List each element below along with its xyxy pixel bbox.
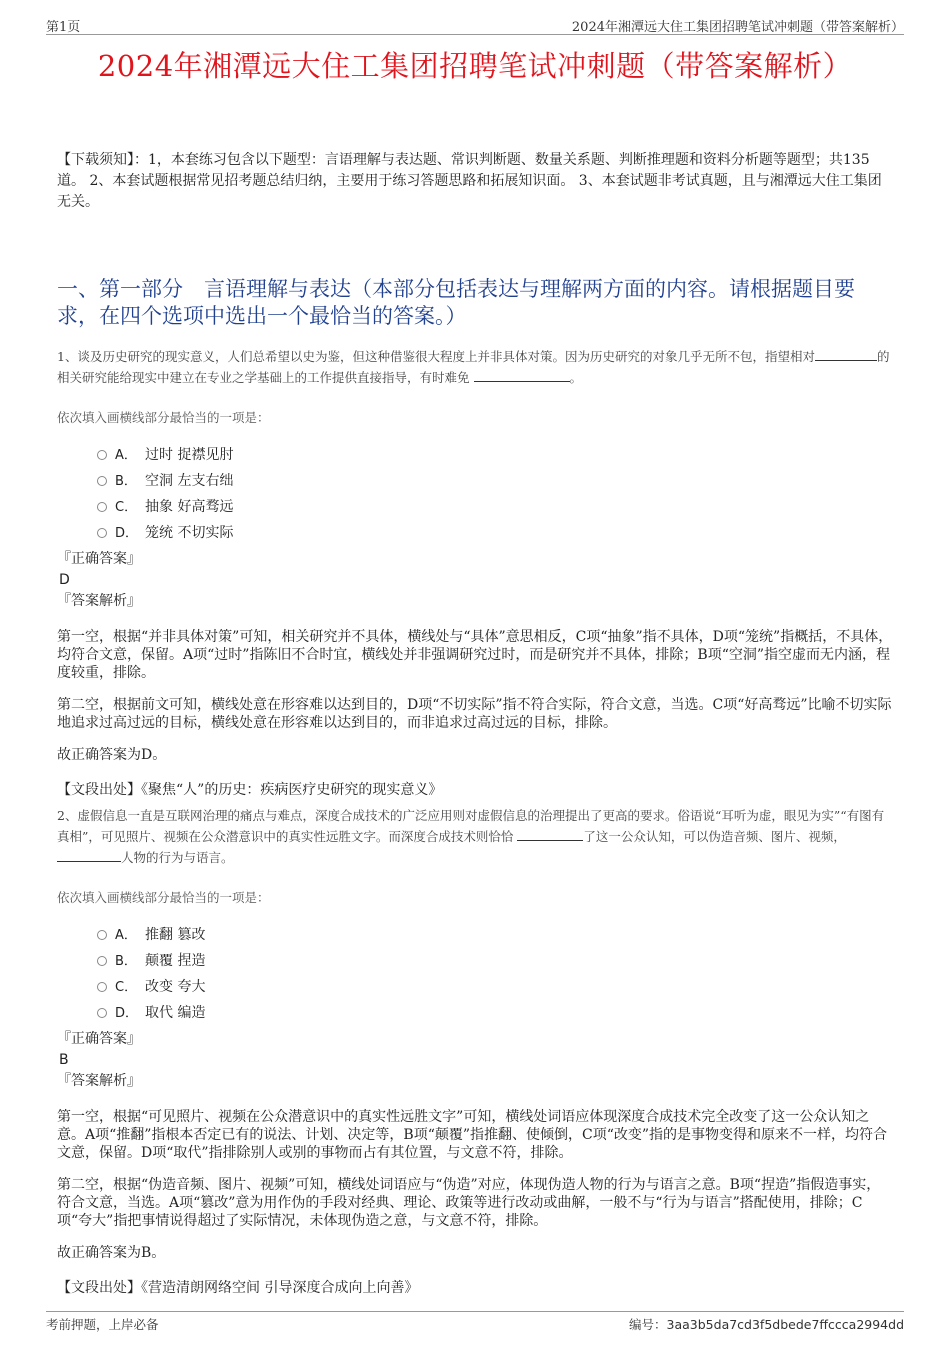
question-1-options: [97, 444, 894, 548]
question-2-options: [97, 924, 894, 1028]
text-source: 【文段出处】《营造清朗网络空间 引导深度合成向上向善》: [57, 1280, 419, 1296]
analysis-paragraph: 第一空，根据“并非具体对策”可知，相关研究并不具体，横线处与“具体”意思相反，C项“抽象”指不具体，D项“笼统”指概括，不具体，均符合文意，保留。A项“过时”指陈旧不合时宜，横线处并非强调研究过时，而是研究并不具体，排除；B项“空洞”指空虚而无内涵，程度较重，排除。: [57, 629, 893, 681]
option-a[interactable]: A． 过时 捉襟见肘: [97, 444, 894, 470]
analysis-label: 『答案解析』: [57, 1073, 141, 1089]
radio-icon[interactable]: [97, 930, 107, 940]
question-2: [57, 805, 894, 1298]
header-title: 2024年湘潭远大住工集团招聘笔试冲刺题（带答案解析）: [571, 20, 904, 35]
option-b[interactable]: B． 空洞 左支右绌: [97, 470, 894, 496]
page-number: 第1页: [46, 20, 81, 35]
option-a[interactable]: A． 推翻 篡改: [97, 924, 894, 950]
analysis-paragraph: 第二空，根据“伪造音频、图片、视频”可知，横线处词语应与“伪造”对应，体现伪造人物的行为与语言之意。B项“捏造”指假造事实，符合文意，当选。A项“篡改”意为用作伪的手段对经典、理论、政策等进行改动或曲解，一般不与“行为与语言”搭配使用，排除；C项“夸大”指把事情说得超过了实际情况，未体现伪造之意，与文意不符，排除。: [57, 1177, 881, 1229]
option-d[interactable]: D． 取代 编造: [97, 1002, 894, 1028]
page-header: [46, 14, 904, 35]
correct-answer: D: [59, 572, 70, 588]
answer-blank: [57, 847, 121, 862]
document-title: 2024年湘潭远大住工集团招聘笔试冲刺题（带答案解析）: [97, 49, 853, 83]
answer-analysis: [57, 628, 894, 764]
question-1-instruction: 依次填入画横线部分最恰当的一项是：: [57, 410, 270, 425]
correct-answer: B: [59, 1052, 69, 1068]
option-d[interactable]: D． 笼统 不切实际: [97, 522, 894, 548]
option-c[interactable]: C． 抽象 好高骛远: [97, 496, 894, 522]
download-notice: 【下载须知】：1，本套练习包含以下题型：言语理解与表达题、常识判断题、数量关系题、判断推理题和资料分析题等题型；共135道。 2、本套试题根据常见招考题总结归纳，主要用于练习答题思路和拓展知识面。 3、本套试题非考试真题，且与湘潭远大住工集团无关。: [57, 152, 882, 210]
question-2-instruction: 依次填入画横线部分最恰当的一项是：: [57, 890, 270, 905]
section-title: 一、第一部分 言语理解与表达（本部分包括表达与理解两方面的内容。请根据题目要求，在四个选项中选出一个最恰当的答案。）: [57, 277, 855, 328]
radio-icon[interactable]: [97, 476, 107, 486]
analysis-label: 『答案解析』: [57, 593, 141, 609]
document-code: 编号：3aa3b5da7cd3f5dbede7ffccca2994dd: [629, 1317, 904, 1332]
radio-icon[interactable]: [97, 502, 107, 512]
radio-icon[interactable]: [97, 1008, 107, 1018]
correct-answer-label: 『正确答案』: [57, 1031, 141, 1047]
radio-icon[interactable]: [97, 450, 107, 460]
analysis-paragraph: 第二空，根据前文可知，横线处意在形容难以达到目的，D项“不切实际”指不符合实际，符合文意，当选。C项“好高骛远”比喻不切实际地追求过高过远的目标，横线处意在形容难以达到目的，而非追求过高过远的目标，排除。: [57, 697, 892, 731]
question-1-stem: 1、谈及历史研究的现实意义，人们总希望以史为鉴，但这种借鉴很大程度上并非具体对策。因为历史研究的对象几乎无所不包，指望相对 的相关研究能给现实中建立在专业之学基础上的工作提供直接指导，有时难免 。: [57, 346, 894, 388]
answer-blank: [517, 826, 583, 841]
option-c[interactable]: C． 改变 夸大: [97, 976, 894, 1002]
question-2-stem: 2、虚假信息一直是互联网治理的痛点与难点，深度合成技术的广泛应用则对虚假信息的治理提出了更高的要求。俗语说“耳听为虚，眼见为实”“有图有真相”，可见照片、视频在公众潜意识中的真实性远胜文字。而深度合成技术则恰恰 了这一公众认知，可以伪造音频、图片、视频， 人物的行为与语言。: [57, 808, 885, 865]
analysis-paragraph: 第一空，根据“可见照片、视频在公众潜意识中的真实性远胜文字”可知，横线处词语应体现深度合成技术完全改变了这一公众认知之意。A项“推翻”指根本否定已有的说法、计划、决定等，B项“颠覆”指推翻、使倾倒，C项“改变”指的是事物变得和原来不一样，均符合文意，保留。D项“取代”指排除别人或别的事物而占有其位置，与文意不符，排除。: [57, 1109, 888, 1161]
correct-answer-label: 『正确答案』: [57, 551, 141, 567]
footer-slogan: 考前押题，上岸必备: [46, 1317, 159, 1332]
radio-icon[interactable]: [97, 982, 107, 992]
question-1: [57, 346, 894, 800]
analysis-paragraph: 故正确答案为B。: [57, 1245, 166, 1261]
option-b[interactable]: B． 颠覆 捏造: [97, 950, 894, 976]
radio-icon[interactable]: [97, 528, 107, 538]
answer-blank: [474, 367, 570, 382]
text-source: 【文段出处】《聚焦“人”的历史：疾病医疗史研究的现实意义》: [57, 782, 443, 798]
page-footer: [46, 1311, 904, 1334]
answer-analysis: [57, 1108, 894, 1262]
answer-blank: [815, 346, 877, 361]
radio-icon[interactable]: [97, 956, 107, 966]
analysis-paragraph: 故正确答案为D。: [57, 747, 167, 763]
